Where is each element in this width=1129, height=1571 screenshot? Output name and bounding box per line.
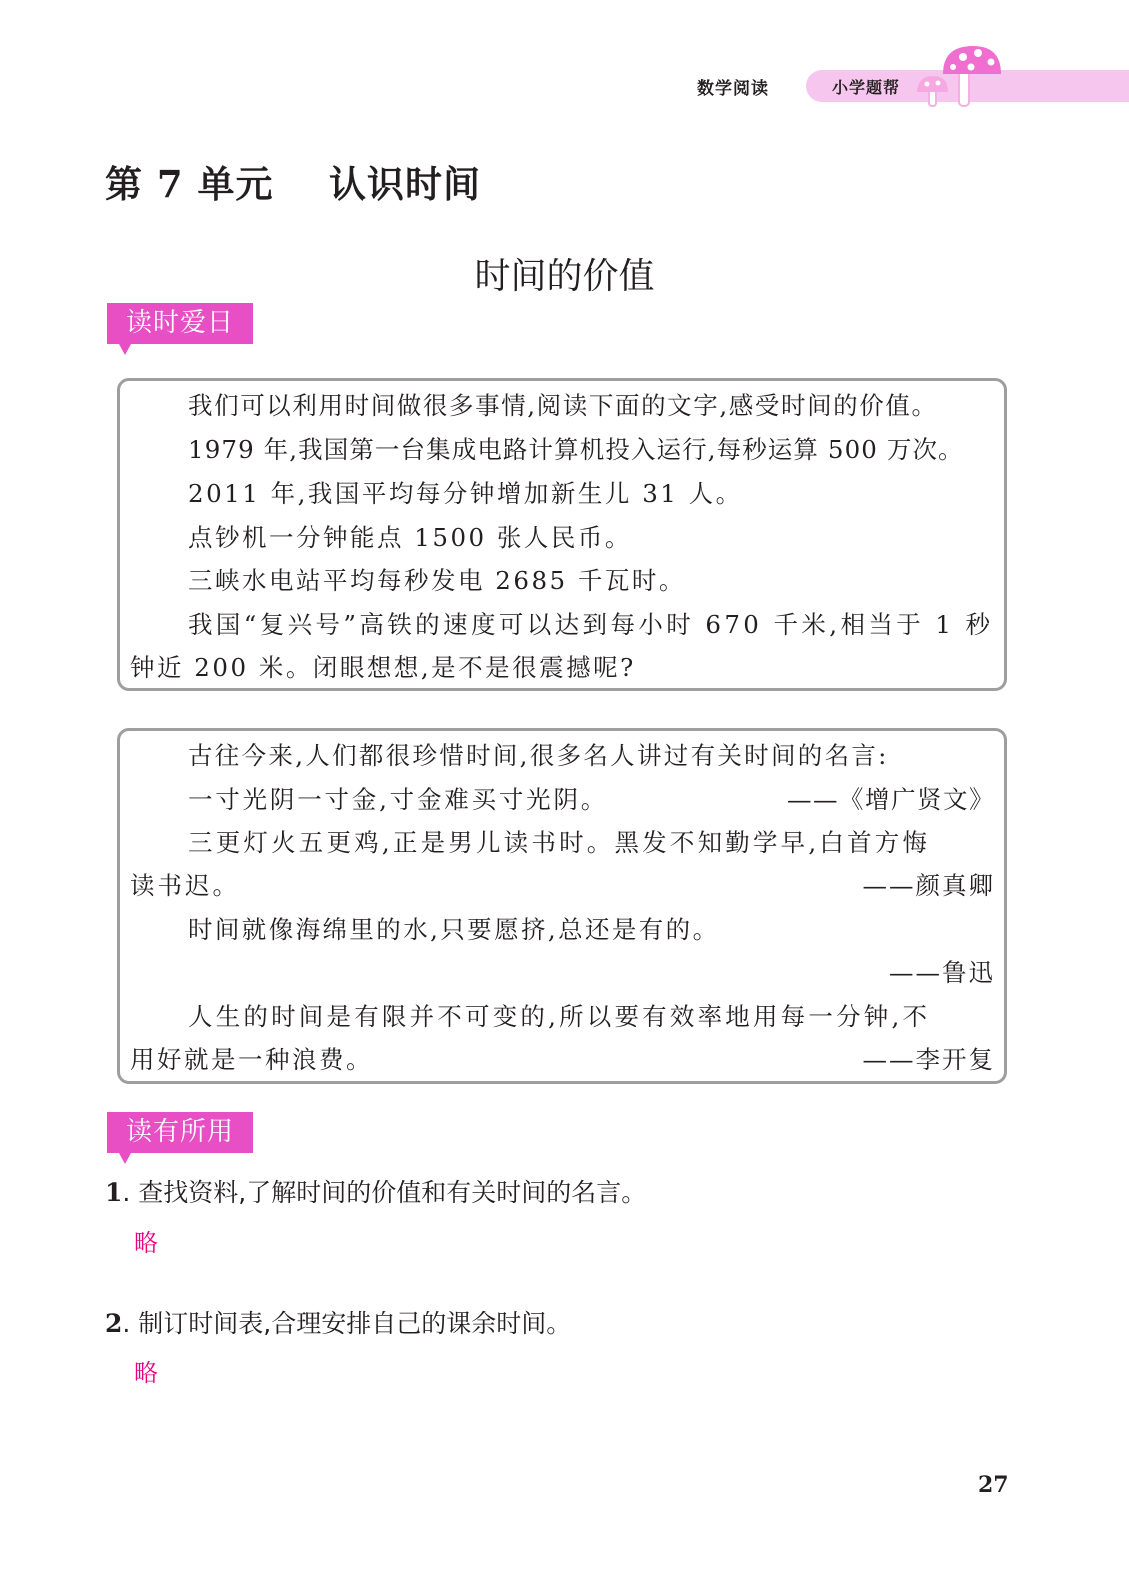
box1-line-2: 1979 年,我国第一台集成电路计算机投入运行,每秒运算 500 万次。 [188,435,964,464]
quote-4-text-1: 人生的时间是有限并不可变的,所以要有效率地用每一分钟,不 [188,1002,931,1031]
box1-line-6: 我国“复兴号”高铁的速度可以达到每小时 670 千米,相当于 1 秒 [188,610,994,639]
section-tag-read-time: 读时爱日 [107,303,253,344]
box1-line-3: 2011 年,我国平均每分钟增加新生儿 31 人。 [188,479,743,508]
unit-title: 第 7 单元 认识时间 [105,162,482,206]
box1-line-4: 点钞机一分钟能点 1500 张人民币。 [188,523,632,552]
question-2-number: 2 [105,1309,123,1338]
quote-1-source: ——《增广贤文》 [787,785,995,814]
quote-2-source: ——颜真卿 [862,871,995,900]
quotes-intro: 古往今来,人们都很珍惜时间,很多名人讲过有关时间的名言: [188,741,889,770]
quote-4-text-2: 用好就是一种浪费。 [130,1045,373,1074]
question-2-text: . 制订时间表,合理安排自己的课余时间。 [122,1309,572,1338]
section-tag-apply: 读有所用 [107,1112,253,1153]
question-2 [105,1309,571,1339]
box1-line-1: 我们可以利用时间做很多事情,阅读下面的文字,感受时间的价值。 [188,391,938,420]
page-number: 27 [978,1472,1009,1498]
answer-1: 略 [134,1229,158,1257]
quote-2-text-1: 三更灯火五更鸡,正是男儿读书时。黑发不知勤学早,白首方悔 [188,828,931,857]
quote-3-source: ——鲁迅 [889,958,995,987]
quote-2-text-2: 读书迟。 [130,871,240,900]
question-1-number: 1 [105,1178,123,1207]
mushroom-icon [915,40,1005,110]
box1-line-5: 三峡水电站平均每秒发电 2685 千瓦时。 [188,566,686,595]
article-title: 时间的价值 [474,256,655,297]
quote-1-text: 一寸光阴一寸金,寸金难买寸光阴。 [188,785,609,814]
question-1-text: . 查找资料,了解时间的价值和有关时间的名言。 [122,1178,647,1207]
quote-4-source: ——李开复 [862,1045,995,1074]
box1-line-7: 钟近 200 米。闭眼想想,是不是很震撼呢? [130,653,636,682]
header-book-title: 数学阅读 [697,79,769,99]
quote-3-text: 时间就像海绵里的水,只要愿挤,总还是有的。 [188,915,720,944]
header-series-title: 小学题帮 [832,78,901,97]
answer-2: 略 [134,1359,158,1387]
question-1 [105,1178,646,1208]
